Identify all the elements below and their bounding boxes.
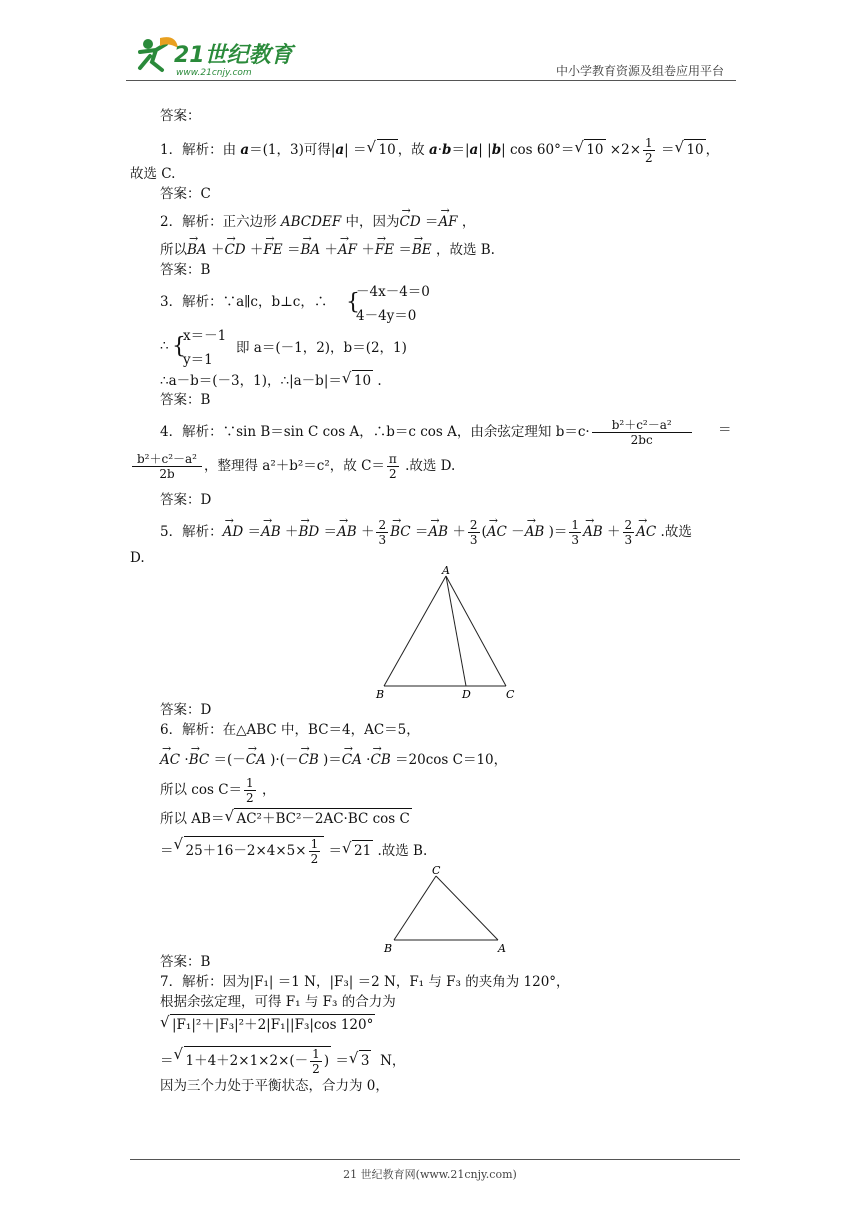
q5-answer: 答案：D (160, 702, 212, 718)
q6-line1: 6．解析：在△ABC 中，BC＝4，AC＝5， (160, 722, 420, 738)
q3-result: ∴a－b＝(－3，1)，∴|a－b|＝√ 10 . (160, 370, 382, 391)
q3-line1: 3．解析：∵a∥c，b⊥c，∴ (160, 294, 328, 310)
q6-label-c: C (432, 864, 441, 877)
footer-text: 21 世纪教育网(www.21cnjy.com) (343, 1168, 517, 1181)
logo-url: www.21cnjy.com (176, 68, 252, 78)
q3-therefore: ∴ (160, 338, 169, 354)
q3-sys1a: －4x－4＝0 (356, 284, 430, 300)
q7-line3: √ |F₁|²＋|F₃|²＋2|F₁||F₃|cos 120° (160, 1014, 375, 1035)
q6-label-a: A (498, 942, 506, 954)
q3-answer: 答案：B (160, 392, 211, 408)
q3-brace2: { (172, 334, 186, 359)
q1-line1: 1．解析：由 a＝(1，3)可得|a| ＝√ 10 ，故 a·b＝|a| |b| cos 60°＝√ 10 ×2× $\frac{1}{2}$ ＝√ 10 ， (160, 136, 719, 165)
q6-label-b: B (384, 942, 393, 954)
logo-text: 21世纪教育 (174, 43, 293, 68)
q6-triangle-figure (380, 862, 510, 954)
footer-divider (130, 1159, 740, 1160)
q2-line2: 所以→ BA ＋→ CD ＋→ FE ＝→ BA ＋→ AF ＋→ FE ＝→ BE ，故选 B. (160, 240, 495, 260)
q2-line1: 2．解析：正六边形 ABCDEF 中，因为→ CD ＝→ AF ， (160, 212, 475, 232)
q4-eq: ＝ (718, 422, 732, 438)
q1-answer: 答案：C (160, 186, 211, 202)
q5-line2: D. (130, 550, 145, 566)
q4-line1: 4．解析：∵sin B＝sin C cos A，∴b＝c cos A，由余弦定理知 b＝c· $\frac{\text{b²＋c²－a²}}{2bc}$ (160, 418, 694, 447)
header-platform-text: 中小学教育资源及组卷应用平台 (555, 64, 724, 78)
q6-answer: 答案：B (160, 954, 211, 970)
q4-line2: $\frac{\text{b²＋c²－a²}}{2b}$ ，整理得 a²＋b²＝c²，故 C＝ $\frac{\pi}{2}$ .故选 D. (130, 452, 455, 481)
q6-line4: 所以 AB＝√ AC²＋BC²－2AC·BC cos C (160, 808, 412, 829)
answer-title: 答案： (160, 108, 201, 124)
q5-label-d: D (462, 688, 471, 701)
q4-answer: 答案：D (160, 492, 212, 508)
q5-label-b: B (376, 688, 385, 701)
q7-line1: 7．解析：因为|F₁| ＝1 N，|F₃| ＝2 N，F₁ 与 F₃ 的夹角为 120°， (160, 974, 570, 990)
q3-sys2a: x＝－1 (183, 328, 227, 344)
q7-line5: 因为三个力处于平衡状态，合力为 0， (160, 1078, 389, 1094)
q5-line1: 5．解析：→ AD ＝→ AB ＋→ BD ＝→ AB ＋ $\frac{2}{3}$ → BC ＝→ AB ＋ $\frac{2}{3}$ (→ AC －→ AB )＝ $\frac{1}{3}$ → AB ＋ $\frac{2}{3}$ → AC .故选 (160, 518, 692, 547)
q3-brace1: { (346, 290, 360, 315)
q5-triangle-figure (372, 564, 522, 702)
q6-line2: → AC ·→ BC ＝(－→ CA )·(－→ CB )＝→ CA ·→ CB ＝20cos C＝10， (160, 750, 507, 770)
q3-solution: 即 a＝(－1，2)，b＝(2，1) (236, 340, 407, 356)
header-divider (126, 80, 736, 81)
q5-label-c: C (506, 688, 515, 701)
q3-sys2b: y＝1 (183, 352, 213, 368)
q2-answer: 答案：B (160, 262, 211, 278)
q1-line2: 故选 C. (130, 166, 176, 182)
q7-line4: ＝√ 1＋4＋2×1×2×(－ $\frac{1}{2}$ ) ＝√ 3 N， (160, 1046, 405, 1076)
q6-line5: ＝√ 25＋16－2×4×5× $\frac{1}{2}$ ＝√ 21 .故选 B. (160, 836, 427, 866)
q7-line2: 根据余弦定理，可得 F₁ 与 F₃ 的合力为 (160, 994, 396, 1010)
q6-line3: 所以 cos C＝ $\frac{1}{2}$ ， (160, 776, 276, 805)
site-logo (126, 34, 296, 82)
q3-sys1b: 4－4y＝0 (356, 308, 417, 324)
q5-label-a: A (442, 564, 450, 577)
